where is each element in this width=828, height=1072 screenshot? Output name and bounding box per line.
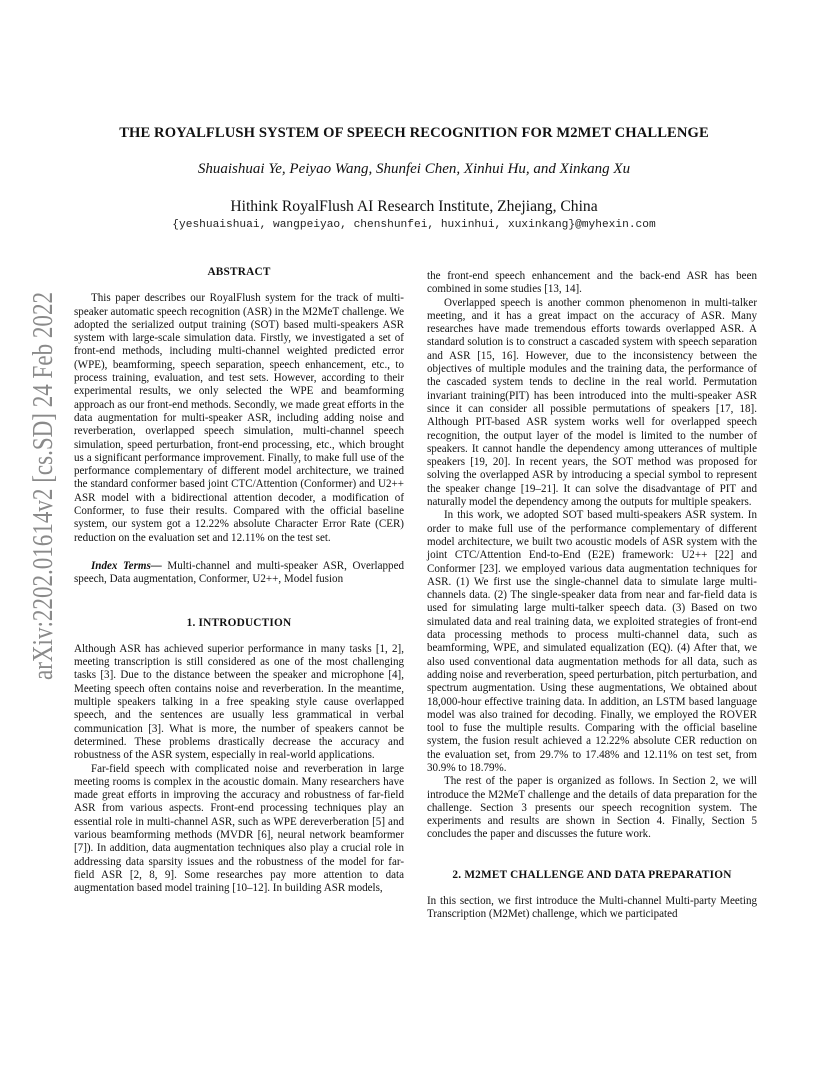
author-list: Shuaishuai Ye, Peiyao Wang, Shunfei Chen, Xinhui Hu, and Xinkang Xu <box>197 161 631 177</box>
intro-paragraph-2: Far-field speech with complicated noise and reverberation in large meeting rooms is complex in the acoustic domain. Many researchers have made great efforts in improving the accuracy and robustness of far-field ASR from various aspects. Front-end processing techniques play an essential role in multi-channel ASR, such as WPE dereverberation [5] and various beamforming methods (MVDR [6], neural network beamformer [7]). In addition, data augmentation techniques also play a crucial role in addressing data sparsity issues and the robustness of the model for far-field ASR [2, 8, 9]. Some researches pay more attention to data augmentation based model training [10–12]. In building ASR models, <box>74 762 404 895</box>
section-2-paragraph-1: In this section, we first introduce the Multi-channel Multi-party Meeting Transcription (M2Met) challenge, which we participated <box>427 895 757 921</box>
index-terms-label: Index Terms— <box>91 559 162 572</box>
right-column <box>427 270 757 922</box>
intro-paragraph-3: Overlapped speech is another common phenomenon in multi-talker meeting, and it has a great impact on the accuracy of ASR. Many researches have made tremendous efforts towards overlapped ASR. A standard solution is to construct a cascaded system with speech separation and ASR [15, 16]. However, due to the inconsistency between the objectives of multiple modules and the training data, the performance of the cascaded system tends to decline in the real world. Permutation invariant training(PIT) has been introduced into the multi-speaker ASR since it can consider all possible permutations of speakers [17, 18]. Although PIT-based ASR system works well for overlapped speech recognition, the output layer of the model is limited to the number of speakers. It cannot handle the dependency among utterances of multiple speakers [19, 20]. In recent years, the SOT method was proposed for solving the overlapped ASR by introducing a special symbol to represent the speaker change [19–21]. It can solve the disadvantage of PIT and naturally model the dependency among the outputs for multiple speakers. <box>427 296 757 509</box>
paper-title: THE ROYALFLUSH SYSTEM OF SPEECH RECOGNITION FOR M2MET CHALLENGE <box>119 125 709 141</box>
arxiv-identifier-svg <box>18 290 64 680</box>
introduction-heading: 1. INTRODUCTION <box>186 616 292 629</box>
index-terms <box>74 560 404 587</box>
index-terms-text: Multi-channel and multi-speaker ASR, Overlapped speech, Data augmentation, Conformer, U2++, Model fusion <box>74 559 405 586</box>
section-2-heading: 2. M2MET CHALLENGE AND DATA PREPARATION <box>452 868 732 881</box>
intro-paragraph-1: Although ASR has achieved superior performance in many tasks [1, 2], meeting transcription is still considered as one of the most challenging tasks [3]. Due to the distance between the speaker and microphone [4], Meeting speech often contains noise and reverberation. In the meantime, multiple speakers talking in a free speaking style cause overlapped speech, and the sentences are usually less grammatical in verbal communication [3]. What is more, the number of speakers cannot be determined. These problems drastically decrease the accuracy and robustness of the ASR system, especially in real-world applications. <box>74 642 404 762</box>
intro-paragraph-2-continued: the front-end speech enhancement and the back-end ASR has been combined in some studies [13, 14]. <box>427 270 757 296</box>
abstract-text: This paper describes our RoyalFlush system for the track of multi-speaker automatic speech recognition (ASR) in the M2MeT challenge. We adopted the serialized output training (SOT) based multi-speakers ASR system with large-scale simulation data. Firstly, we investigated a set of front-end methods, including multi-channel weighted predicted error (WPE), beamforming, speech separation, speech enhancement, etc., to process training, evaluation, and test sets. However, according to their experimental results, we only selected the WPE and beamforming approach as our front-end methods. Secondly, we made great efforts in the data augmentation for multi-speaker ASR, including adding noise and reverberation, overlapped speech simulation, multi-channel speech simulation, speed perturbation, front-end processing, etc., which brought us a significant performance improvement. Finally, to make full use of the performance complementary of different model architecture, we trained the standard conformer based joint CTC/Attention (Conformer) and U2++ ASR model with a bidirectional attention decoder, a modification of Conformer, to fuse their results. Compared with the official baseline system, our system got a 12.22% absolute Character Error Rate (CER) reduction on the evaluation set and 12.11% on the test set. <box>74 292 404 544</box>
left-column <box>74 266 404 895</box>
affiliation: Hithink RoyalFlush AI Research Institute, Zhejiang, China <box>230 198 598 215</box>
intro-paragraph-5: The rest of the paper is organized as follows. In Section 2, we will introduce the M2MeT challenge and the details of data preparation for the challenge. Section 3 presents our speech recognition system. The experiments and results are shown in Section 4. Finally, Section 5 concludes the paper and discusses the future work. <box>427 775 757 841</box>
arxiv-identifier <box>18 290 64 680</box>
author-emails: {yeshuaishuai, wangpeiyao, chenshunfei, huxinhui, xuxinkang}@myhexin.com <box>172 219 656 231</box>
intro-paragraph-4: In this work, we adopted SOT based multi-speakers ASR system. In order to make full use of the performance complementary of different model architecture, we built two acoustic models of ASR system with the joint CTC/Attention End-to-End (E2E) framework: U2++ [22] and Conformer [23]. we employed various data augmentation techniques for ASR. (1) We first use the single-channel data to simulate large multi-channels data. (2) The single-speaker data from near and far-field data is used for simulating large multi-talker speech data. (3) Based on two simulated data and real training data, we exploited strategies of front-end data processing methods to process multi-channel data, such as beamforming, WPE, and simulated equalization (EQ). (4) After that, we also used conventional data augmentation methods for all data, such as adding noise and reverberation, speed perturbation, pitch perturbation, and spectrum augmentation. Using these augmentations, We obtained about 18,000-hour effective training data. In addition, an LSTM based language model was also trained for decoding. Finally, we employed the ROVER tool to fuse the multiple results. Comparing with the official baseline system, the fusion result achieved a 12.22% absolute CER reduction on the evaluation set, from 29.7% to 17.48% and 12.11% on test set, from 30.9% to 18.79%. <box>427 509 757 774</box>
abstract-heading: ABSTRACT <box>207 266 271 278</box>
arxiv-identifier-text: arXiv:2202.01614v2 [cs.SD] 24 Feb 2022 <box>28 290 59 680</box>
